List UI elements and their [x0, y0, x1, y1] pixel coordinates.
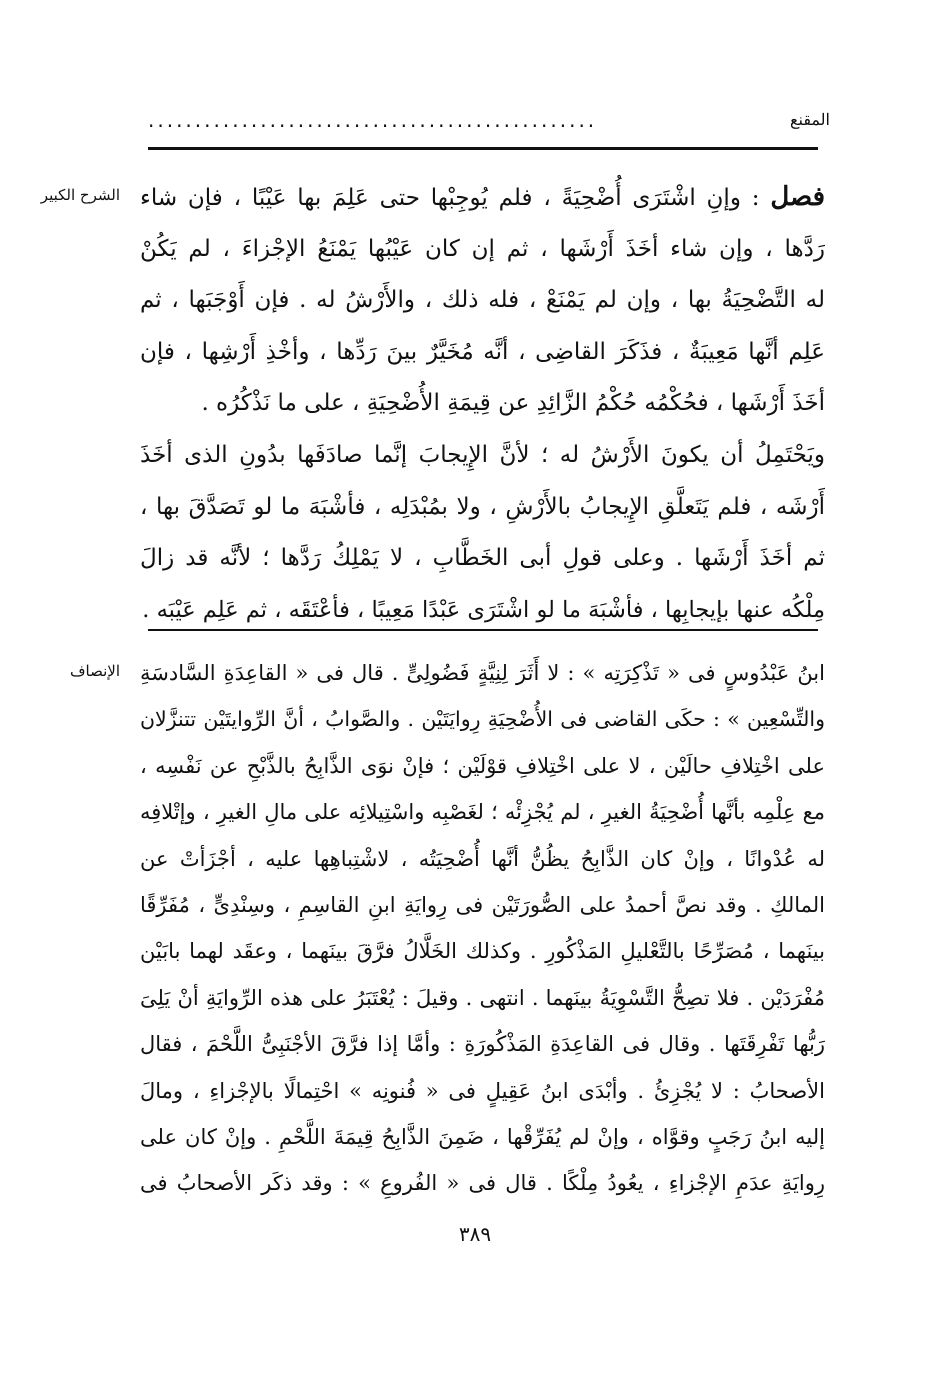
section-divider: [148, 629, 818, 631]
page-number: ٣٨٩: [458, 1222, 492, 1246]
text-line: إليه ابنُ رَجَبٍ وقوَّاه ، وإنْ لم يُفَرِّقْها ، ضَمِنَ الذَّابِحُ قِيمَةَ اللَّحْمِ . وإنْ كان على: [140, 1124, 825, 1149]
text-line: أخَذَ أَرْشَها ، فحُكْمُه حُكْمُ الزَّائِدِ عن قِيمَةِ الأُضْحِيَةِ ، على ما نَذْكُرُه .: [201, 390, 825, 417]
section-label-insaf: الإنصاف: [69, 662, 120, 680]
text-line: مِلْكُه عنها بإيجابِها ، فأشْبَهَ ما لو اشْتَرَى عَبْدًا مَعِيبًا ، فأعْتَقَه ، ثم عَلِم عَيْبَه .: [142, 596, 825, 623]
page-header: [140, 108, 830, 138]
text-line: المالكِ . وقد نصَّ أحمدُ على الصُّورَتَيْن فى رِوايَةِ ابنِ القاسِمِ ، وسِنْدِىٍّ ، مُفَرِّقًا: [140, 892, 825, 917]
text-line: ويَحْتَمِلُ أن يكونَ الأَرْشُ له ؛ لأنَّ الإِيجابَ إنَّما صادَفَها بدُونِ الذى أخَذَ: [140, 441, 825, 468]
text-line: مع عِلْمِه بأنَّها أُضْحِيَةُ الغيرِ ، لم يُجْزِئْه ؛ لغَصْبِه واسْتِيلائِه على مالِ الغيرِ ، وإتْلافِه: [140, 800, 825, 825]
text-line: فصل : وإنِ اشْتَرَى أُضْحِيَةً ، فلم يُوجِبْها حتى عَلِمَ بها عَيْبًا ، فإن شاء: [140, 182, 825, 212]
text-line: والتِّسْعِين » : حكَى القاضى فى الأُضْحِيَةِ رِوايَتَيْن . والصَّوابُ ، أنَّ الرِّوايتَيْن تتنزَّلان: [140, 707, 825, 732]
text-line: رِوايَةِ عدَمِ الإجْزاءِ ، يعُودُ مِلْكًا . قال فى « الفُروعِ » : وقد ذكَر الأصحابُ فى: [140, 1171, 825, 1196]
text-line: ابنُ عَبْدُوسٍ فى « تَذْكِرَتِه » : لا أَثَرَ لِنِيَّةٍ فَضُولِىٍّ . قال فى « القاعِدَةِ السَّادسَةِ: [140, 661, 825, 685]
header-title: المقنع: [789, 110, 830, 129]
text-line: على اخْتِلافِ حالَيْن ، لا على اخْتِلافِ قوْلَيْن ؛ فإنْ نوَى الذَّابِحُ بالذَّبْحِ عن نَفْسِه ،: [140, 753, 825, 778]
text-line: له عُدْوانًا ، وإنْ كان الذَّابِحُ يظُنُّ أنَّها أُضْحِيَتُه ، لاشْتِباهِها عليه ، أجْزَأتْ عن: [140, 846, 825, 871]
text-line: مُفْرَدَيْن . فلا تصِحُّ التَّسْوِيَةُ بينَهما . انتهى . وقيلَ : يُعْتَبَرُ على هذه الرِّوايَةِ أنْ يَلِىَ: [140, 985, 825, 1010]
header-dotted-leader: ................................................: [148, 108, 598, 132]
text-line: رَبُّها تَفْرِقَتَها . وقال فى القاعِدَةِ المَذْكُورَةِ : وأمَّا إذا فرَّقَ الأجْنَبِىُّ اللَّحْمَ ، فقال: [140, 1032, 825, 1057]
text-line: الأصحابُ : لا يُجْزِئُ . وأبْدَى ابنُ عَقِيلٍ فى « فُنونِه » احْتِمالًا بالإجْزاءِ ، ومالَ: [140, 1078, 825, 1103]
header-rule: [148, 147, 818, 150]
text-line: ثم أخَذَ أَرْشَها . وعلى قولِ أبى الخَطَّابِ ، لا يَمْلِكُ رَدَّها ؛ لأنَّه قد زالَ: [140, 545, 825, 572]
text-line: عَلِم أنَّها مَعِيبَةٌ ، فذَكَرَ القاضِى ، أنَّه مُخَيَّرٌ بينَ رَدِّها ، وأخْذِ أَرْشِها ، فإن: [140, 338, 825, 365]
insaf-text-block: [140, 650, 825, 1207]
sharh-text-block: [140, 172, 825, 636]
fasl-heading: فصل: [770, 182, 825, 212]
text-line: له التَّضْحِيَةُ بها ، وإن لم يَمْنَعْ ، فله ذلك ، والأَرْشُ له . فإن أَوْجَبَها ، ثم: [140, 287, 825, 314]
text-line: بينَهما ، مُصَرِّحًا بالتَّعْليلِ المَذْكُورِ . وكذلك الخَلَّالُ فرَّقَ بينَهما ، وعقَد لهما بابَيْن: [140, 939, 825, 964]
text-line: رَدَّها ، وإن شاء أخَذَ أَرْشَها ، ثم إن كان عَيْبُها يَمْنَعُ الإجْزاءَ ، لم يَكُنْ: [140, 235, 825, 262]
text-line: أَرْشَه ، فلم يَتَعلَّقِ الإِيجابُ بالأَرْشِ ، ولا بمُبْدَلِه ، فأشْبَهَ ما لو تَصَدَّقَ بها ،: [140, 493, 825, 520]
section-label-sharh: الشرح الكبير: [40, 186, 120, 204]
